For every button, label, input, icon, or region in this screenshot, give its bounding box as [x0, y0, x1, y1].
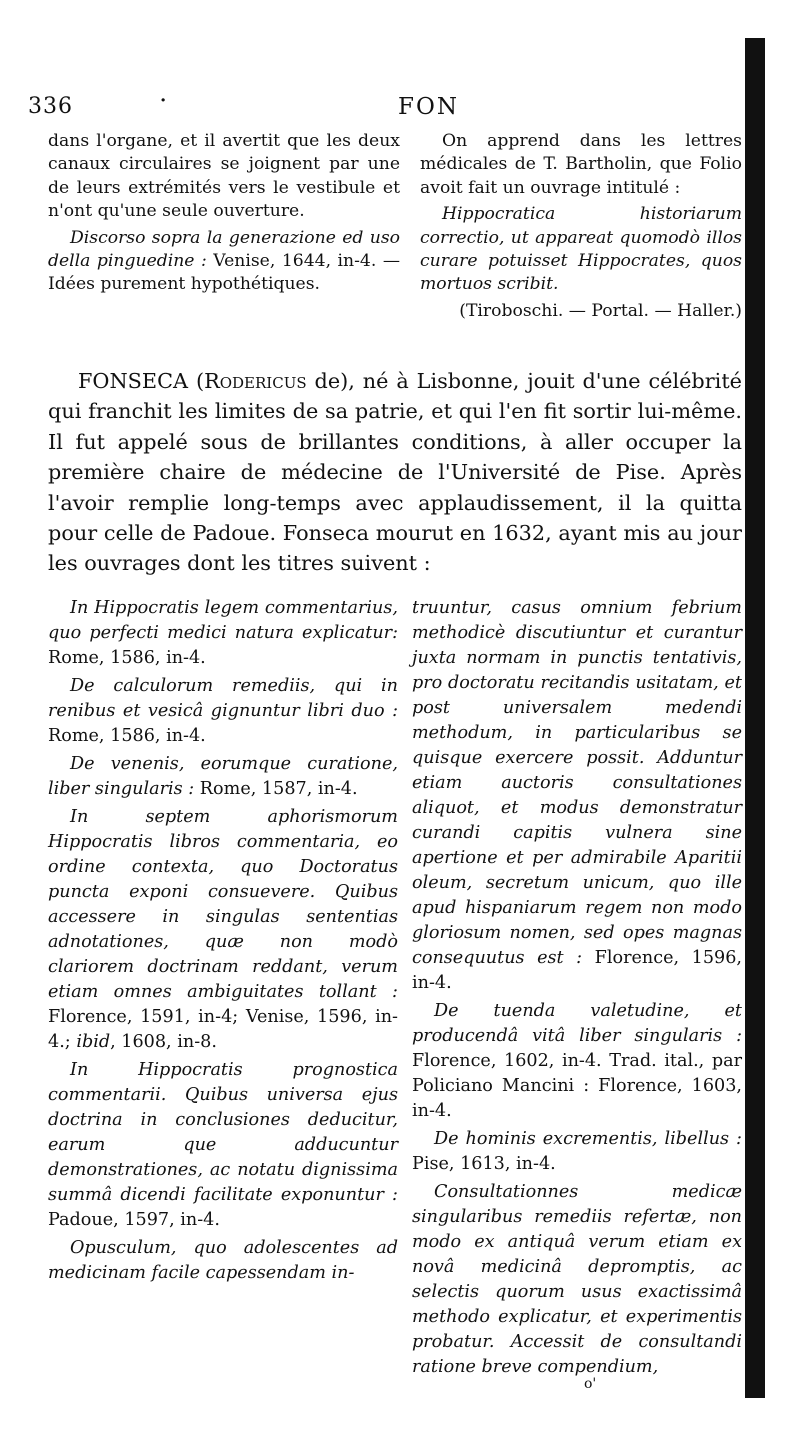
work-publication: Rome, 1586, in-4.: [48, 648, 206, 668]
folio-mark: o': [584, 1376, 597, 1392]
work-entry: [48, 805, 398, 1055]
work-title: In septem aphorismorum Hippocratis libros commentaria, eo ordine contexta, quo Doctoratus puncta exponi consuevere. Quibus accessere in singulas sententias adnotationes, quæ non modò clariorem doctrinam reddant, verum etiam omnes ambiguitates tollant :: [48, 807, 398, 1002]
work-title: De venenis, eorumque curatione, liber singularis :: [48, 754, 398, 799]
work-title: De hominis excrementis, libellus :: [434, 1129, 742, 1149]
work-title: Opusculum, quo adolescentes ad medicinam facile capessendam in-: [48, 1238, 398, 1283]
top-right-column: [420, 130, 742, 323]
work-title: Consultationnes medicæ singularibus remediis refertæ, non modo ex antiquâ verum etiam ex novâ medicinâ depromptis, ac selectis quorum usus exactissimâ methodo explicatur, et experimentis probatur. Accessit de consultandi ratione breve compendium,: [412, 1182, 742, 1377]
scanned-page-edge: [745, 38, 765, 1398]
work-entry: [48, 674, 398, 749]
work-title: In Hippocratis prognostica commentarii. Quibus universa ejus doctrina in conclusiones deducitur, earum que adducuntur demonstrationes, ac notatu dignissima summâ dicendi facilitate exponuntur :: [48, 1060, 398, 1205]
work-entry: [48, 1058, 398, 1233]
entry-text: de), né à Lisbonne, jouit d'une célébrité qui franchit les limites de sa patrie, et qui l'en fit sortir lui-même. Il fut appelé sous de brillantes conditions, à aller occuper la première chaire de médecine de l'Université de Pise. Après l'avoir remplie long-temps avec applaudissement, il la quitta pour celle de Padoue. Fonseca mourut en 1632, ayant mis au jour les ouvrages dont les titres suivent :: [48, 369, 742, 576]
work-entry: [420, 203, 742, 297]
work-entry: [412, 1180, 742, 1380]
continued-paragraph: dans l'organe, et il avertit que les deux canaux circulaires se joignent par une de leurs extrémités vers le vestibule et n'ont qu'une seule ouverture.: [48, 131, 400, 222]
header-mark: ·: [160, 90, 167, 111]
work-publication: Venise, 1644, in-4. — Idées purement hypothétiques.: [48, 251, 401, 295]
page-header: [0, 90, 740, 128]
work-entry: [412, 1127, 742, 1177]
work-title: truuntur, casus omnium febrium methodicè discutiuntur et curantur juxta normam in punctis tentativis, pro doctoratu recitandis usitatam, et post universalem medendi methodum, in particularibus se quisque exercere possit. Adduntur etiam auctoris consultationes aliquot, et modus demonstratur curandi capitis vulnera sine apertione et per admirabile Aparitii oleum, secretum unicum, quo ille apud hispaniarum regem non modo gloriosum nomen, sed opes magnas consequutus est :: [412, 598, 742, 968]
work-publication: Florence, 1596, in-4.: [412, 948, 742, 993]
work-title: Discorso sopra la generazione ed uso della pinguedine :: [48, 227, 400, 272]
continued-paragraph: On apprend dans les lettres médicales de T. Bartholin, que Folio avoit fait un ouvrage intitulé :: [420, 131, 742, 198]
work-title: Hippocratica historiarum correctio, ut appareat quomodò illos curare potuisset Hippocrates, quos mortuos scribit.: [420, 204, 742, 295]
work-publication: Padoue, 1597, in-4.: [48, 1210, 220, 1230]
work-entry: [412, 596, 742, 996]
work-publication-extra: , 1608, in-8.: [110, 1032, 217, 1052]
work-entry: [48, 596, 398, 671]
work-entry: [48, 1236, 398, 1286]
work-publication: Florence, 1591, in-4; Venise, 1596, in-4.;: [48, 1007, 398, 1052]
work-publication: Rome, 1586, in-4.: [48, 726, 206, 746]
work-ibid: ibid: [76, 1032, 111, 1052]
entry-forename: Rodericus: [204, 369, 307, 393]
work-publication: Pise, 1613, in-4.: [412, 1154, 556, 1174]
entry-name: FONSECA: [78, 369, 189, 393]
page-number: 336: [28, 94, 73, 119]
biography-paragraph: FONSECA (Rodericus de), né à Lisbonne, jouit d'une célébrité qui franchit les limites de sa patrie, et qui l'en fit sortir lui-même. Il fut appelé sous de brillantes conditions, à aller occuper la première chaire de médecine de l'Université de Pise. Après l'avoir remplie long-temps avec applaudissement, il la quitta pour celle de Padoue. Fonseca mourut en 1632, ayant mis au jour les ouvrages dont les titres suivent :: [48, 369, 742, 576]
top-left-column: [48, 130, 400, 297]
work-publication: Rome, 1587, in-4.: [194, 779, 358, 799]
work-entry: [48, 752, 398, 802]
works-right-column: [412, 596, 742, 1380]
works-left-column: [48, 596, 398, 1286]
work-entry: [412, 999, 742, 1124]
work-title: De tuenda valetudine, et producendâ vitâ liber singularis :: [412, 1001, 742, 1046]
work-entry: [48, 227, 400, 297]
work-title: De calculorum remediis, qui in renibus et vesicâ gignuntur libri duo :: [48, 676, 398, 721]
sources-citation: (Tiroboschi. — Portal. — Haller.): [459, 300, 742, 321]
biography-entry: [48, 366, 742, 579]
work-publication: Florence, 1602, in-4. Trad. ital., par Policiano Mancini : Florence, 1603, in-4.: [412, 1051, 742, 1121]
work-title: In Hippocratis legem commentarius, quo perfecti medici natura explicatur:: [48, 598, 398, 643]
running-head: FON: [398, 94, 459, 120]
